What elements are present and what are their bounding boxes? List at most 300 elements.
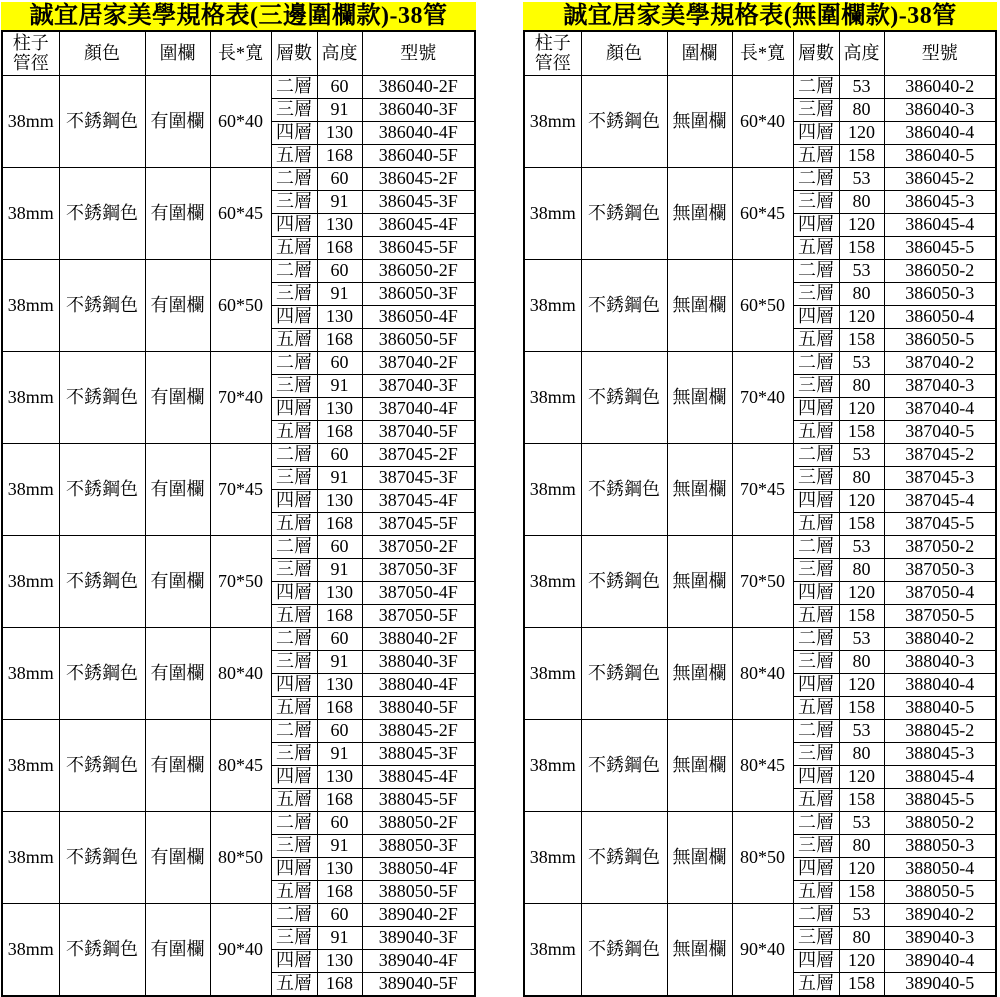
cell-model: 387040-3F <box>362 375 475 398</box>
cell-height: 158 <box>839 697 884 720</box>
cell-tier: 二層 <box>793 904 839 927</box>
cell-tier: 四層 <box>271 398 317 421</box>
cell-height: 60 <box>317 904 362 927</box>
cell-model: 388045-4F <box>362 766 475 789</box>
cell-tier: 三層 <box>793 99 839 122</box>
spec-table-unfenced <box>523 2 997 997</box>
cell-model: 386045-3F <box>362 191 475 214</box>
header-model: 型號 <box>884 31 996 76</box>
cell-height: 53 <box>839 720 884 743</box>
cell-fence: 有圍欄 <box>145 812 210 904</box>
cell-diameter: 38mm <box>2 444 59 536</box>
cell-fence: 有圍欄 <box>145 904 210 997</box>
table-row <box>2 904 475 927</box>
cell-model: 389040-5 <box>884 973 996 997</box>
cell-tier: 三層 <box>793 191 839 214</box>
cell-diameter: 38mm <box>2 260 59 352</box>
cell-model: 389040-2 <box>884 904 996 927</box>
cell-size: 70*45 <box>210 444 271 536</box>
cell-diameter: 38mm <box>2 904 59 997</box>
cell-height: 130 <box>317 674 362 697</box>
cell-model: 388045-3F <box>362 743 475 766</box>
cell-model: 386045-2 <box>884 168 996 191</box>
cell-diameter: 38mm <box>2 812 59 904</box>
cell-model: 387050-4 <box>884 582 996 605</box>
cell-size: 80*40 <box>732 628 793 720</box>
cell-height: 168 <box>317 421 362 444</box>
header-diameter: 柱子 管徑 <box>2 31 59 76</box>
header-color: 顏色 <box>581 31 667 76</box>
cell-color: 不銹鋼色 <box>59 76 145 168</box>
cell-height: 91 <box>317 835 362 858</box>
cell-fence: 無圍欄 <box>667 352 732 444</box>
header-size: 長*寬 <box>210 31 271 76</box>
cell-tier: 三層 <box>271 835 317 858</box>
cell-tier: 四層 <box>271 306 317 329</box>
cell-color: 不銹鋼色 <box>581 260 667 352</box>
cell-tier: 五層 <box>793 145 839 168</box>
cell-tier: 四層 <box>271 766 317 789</box>
cell-height: 120 <box>839 766 884 789</box>
cell-height: 168 <box>317 697 362 720</box>
header-diameter: 柱子 管徑 <box>524 31 581 76</box>
cell-height: 158 <box>839 513 884 536</box>
table-row <box>524 352 996 375</box>
cell-model: 388050-4 <box>884 858 996 881</box>
cell-tier: 三層 <box>271 191 317 214</box>
cell-color: 不銹鋼色 <box>581 628 667 720</box>
cell-color: 不銹鋼色 <box>59 444 145 536</box>
cell-height: 53 <box>839 352 884 375</box>
cell-tier: 五層 <box>271 145 317 168</box>
cell-height: 130 <box>317 858 362 881</box>
cell-model: 387040-4 <box>884 398 996 421</box>
cell-tier: 三層 <box>793 743 839 766</box>
header-tiers: 層數 <box>271 31 317 76</box>
cell-tier: 四層 <box>793 950 839 973</box>
cell-tier: 四層 <box>793 582 839 605</box>
cell-height: 80 <box>839 375 884 398</box>
cell-tier: 四層 <box>271 582 317 605</box>
cell-model: 387040-5F <box>362 421 475 444</box>
cell-diameter: 38mm <box>524 168 581 260</box>
cell-model: 387045-5F <box>362 513 475 536</box>
cell-fence: 無圍欄 <box>667 536 732 628</box>
cell-model: 387045-5 <box>884 513 996 536</box>
cell-height: 60 <box>317 812 362 835</box>
cell-fence: 無圍欄 <box>667 168 732 260</box>
cell-height: 168 <box>317 605 362 628</box>
cell-model: 387050-5F <box>362 605 475 628</box>
cell-size: 60*50 <box>732 260 793 352</box>
cell-diameter: 38mm <box>524 536 581 628</box>
cell-size: 80*40 <box>210 628 271 720</box>
cell-model: 386040-3F <box>362 99 475 122</box>
cell-model: 387050-4F <box>362 582 475 605</box>
cell-color: 不銹鋼色 <box>581 444 667 536</box>
cell-height: 168 <box>317 237 362 260</box>
cell-fence: 有圍欄 <box>145 720 210 812</box>
table-title-fenced: 誠宜居家美學規格表(三邊圍欄款)-38管 <box>1 2 476 30</box>
table-row <box>524 76 996 99</box>
cell-height: 130 <box>317 214 362 237</box>
cell-tier: 五層 <box>271 237 317 260</box>
cell-height: 130 <box>317 306 362 329</box>
table-row <box>524 168 996 191</box>
cell-model: 386040-5 <box>884 145 996 168</box>
cell-color: 不銹鋼色 <box>581 720 667 812</box>
header-row <box>524 31 996 76</box>
cell-color: 不銹鋼色 <box>59 536 145 628</box>
cell-height: 80 <box>839 467 884 490</box>
cell-model: 389040-3F <box>362 927 475 950</box>
cell-tier: 四層 <box>793 398 839 421</box>
cell-tier: 三層 <box>271 375 317 398</box>
cell-height: 120 <box>839 490 884 513</box>
cell-height: 53 <box>839 444 884 467</box>
cell-model: 388050-2F <box>362 812 475 835</box>
cell-height: 168 <box>317 881 362 904</box>
cell-color: 不銹鋼色 <box>59 352 145 444</box>
cell-size: 70*50 <box>732 536 793 628</box>
cell-height: 53 <box>839 76 884 99</box>
cell-height: 158 <box>839 881 884 904</box>
spec-grid-unfenced <box>523 30 997 997</box>
cell-height: 120 <box>839 214 884 237</box>
cell-height: 80 <box>839 927 884 950</box>
cell-fence: 有圍欄 <box>145 168 210 260</box>
cell-model: 388040-4 <box>884 674 996 697</box>
cell-model: 388050-3 <box>884 835 996 858</box>
table-row <box>2 76 475 99</box>
cell-fence: 無圍欄 <box>667 628 732 720</box>
header-row <box>2 31 475 76</box>
cell-height: 120 <box>839 674 884 697</box>
cell-fence: 無圍欄 <box>667 444 732 536</box>
cell-tier: 三層 <box>271 99 317 122</box>
cell-tier: 四層 <box>793 490 839 513</box>
cell-tier: 四層 <box>793 122 839 145</box>
cell-color: 不銹鋼色 <box>581 168 667 260</box>
cell-tier: 二層 <box>271 168 317 191</box>
cell-tier: 二層 <box>793 352 839 375</box>
cell-height: 91 <box>317 191 362 214</box>
cell-model: 387045-3 <box>884 467 996 490</box>
cell-height: 130 <box>317 950 362 973</box>
cell-model: 386050-2F <box>362 260 475 283</box>
cell-height: 168 <box>317 513 362 536</box>
cell-height: 91 <box>317 927 362 950</box>
table-title-unfenced: 誠宜居家美學規格表(無圍欄款)-38管 <box>523 2 997 30</box>
cell-size: 70*40 <box>732 352 793 444</box>
table-row <box>2 444 475 467</box>
cell-tier: 三層 <box>271 927 317 950</box>
header-height: 高度 <box>839 31 884 76</box>
cell-tier: 五層 <box>793 329 839 352</box>
cell-tier: 五層 <box>793 789 839 812</box>
cell-height: 60 <box>317 260 362 283</box>
cell-model: 386050-3F <box>362 283 475 306</box>
cell-model: 386045-3 <box>884 191 996 214</box>
cell-size: 60*45 <box>732 168 793 260</box>
cell-size: 80*45 <box>732 720 793 812</box>
cell-height: 60 <box>317 76 362 99</box>
cell-model: 388040-4F <box>362 674 475 697</box>
cell-model: 386045-4F <box>362 214 475 237</box>
cell-tier: 五層 <box>793 881 839 904</box>
cell-tier: 二層 <box>271 628 317 651</box>
cell-model: 387045-3F <box>362 467 475 490</box>
table-row <box>2 352 475 375</box>
table-row <box>524 628 996 651</box>
cell-tier: 二層 <box>271 352 317 375</box>
cell-model: 387045-4F <box>362 490 475 513</box>
cell-fence: 無圍欄 <box>667 904 732 997</box>
cell-model: 388040-3F <box>362 651 475 674</box>
cell-model: 387050-5 <box>884 605 996 628</box>
cell-height: 158 <box>839 237 884 260</box>
cell-height: 80 <box>839 99 884 122</box>
cell-model: 386050-4F <box>362 306 475 329</box>
cell-height: 53 <box>839 536 884 559</box>
cell-model: 387040-2 <box>884 352 996 375</box>
cell-diameter: 38mm <box>2 168 59 260</box>
cell-height: 91 <box>317 99 362 122</box>
cell-tier: 五層 <box>793 697 839 720</box>
cell-tier: 四層 <box>271 858 317 881</box>
cell-size: 80*50 <box>210 812 271 904</box>
header-fence: 圍欄 <box>667 31 732 76</box>
cell-height: 60 <box>317 628 362 651</box>
cell-fence: 有圍欄 <box>145 76 210 168</box>
cell-size: 90*40 <box>732 904 793 997</box>
cell-height: 80 <box>839 283 884 306</box>
cell-model: 388040-5 <box>884 697 996 720</box>
cell-height: 120 <box>839 122 884 145</box>
cell-color: 不銹鋼色 <box>59 812 145 904</box>
cell-height: 130 <box>317 490 362 513</box>
cell-diameter: 38mm <box>524 260 581 352</box>
cell-model: 386040-5F <box>362 145 475 168</box>
cell-model: 386040-2 <box>884 76 996 99</box>
cell-size: 80*45 <box>210 720 271 812</box>
cell-model: 389040-5F <box>362 973 475 997</box>
cell-size: 90*40 <box>210 904 271 997</box>
cell-tier: 五層 <box>271 973 317 997</box>
cell-model: 386040-4 <box>884 122 996 145</box>
cell-fence: 有圍欄 <box>145 628 210 720</box>
cell-tier: 四層 <box>271 214 317 237</box>
cell-height: 53 <box>839 904 884 927</box>
header-color: 顏色 <box>59 31 145 76</box>
cell-tier: 五層 <box>793 605 839 628</box>
cell-color: 不銹鋼色 <box>581 76 667 168</box>
cell-model: 388050-2 <box>884 812 996 835</box>
cell-tier: 二層 <box>793 628 839 651</box>
cell-tier: 四層 <box>271 950 317 973</box>
cell-model: 387040-5 <box>884 421 996 444</box>
cell-model: 388050-5F <box>362 881 475 904</box>
cell-model: 387040-3 <box>884 375 996 398</box>
cell-fence: 無圍欄 <box>667 76 732 168</box>
cell-height: 53 <box>839 628 884 651</box>
cell-height: 168 <box>317 145 362 168</box>
table-row <box>2 260 475 283</box>
header-height: 高度 <box>317 31 362 76</box>
cell-fence: 有圍欄 <box>145 536 210 628</box>
cell-tier: 四層 <box>793 766 839 789</box>
cell-fence: 無圍欄 <box>667 720 732 812</box>
cell-tier: 四層 <box>271 674 317 697</box>
cell-height: 91 <box>317 467 362 490</box>
cell-height: 168 <box>317 789 362 812</box>
cell-color: 不銹鋼色 <box>59 628 145 720</box>
cell-model: 388040-2F <box>362 628 475 651</box>
cell-model: 388045-2F <box>362 720 475 743</box>
cell-model: 388050-5 <box>884 881 996 904</box>
cell-height: 168 <box>317 973 362 997</box>
cell-height: 91 <box>317 651 362 674</box>
header-fence: 圍欄 <box>145 31 210 76</box>
cell-color: 不銹鋼色 <box>59 904 145 997</box>
cell-tier: 二層 <box>793 260 839 283</box>
cell-height: 120 <box>839 582 884 605</box>
cell-size: 70*40 <box>210 352 271 444</box>
cell-tier: 五層 <box>271 605 317 628</box>
cell-tier: 二層 <box>271 260 317 283</box>
cell-model: 387050-3F <box>362 559 475 582</box>
cell-diameter: 38mm <box>2 352 59 444</box>
cell-tier: 三層 <box>271 467 317 490</box>
spec-grid-fenced <box>1 30 476 997</box>
cell-tier: 二層 <box>271 720 317 743</box>
table-row <box>524 444 996 467</box>
cell-model: 386045-5 <box>884 237 996 260</box>
cell-model: 388045-5F <box>362 789 475 812</box>
cell-model: 387045-4 <box>884 490 996 513</box>
cell-height: 158 <box>839 421 884 444</box>
cell-tier: 三層 <box>793 467 839 490</box>
cell-diameter: 38mm <box>524 76 581 168</box>
cell-model: 386040-3 <box>884 99 996 122</box>
cell-tier: 三層 <box>271 743 317 766</box>
cell-diameter: 38mm <box>524 352 581 444</box>
cell-tier: 四層 <box>793 858 839 881</box>
cell-model: 386050-5 <box>884 329 996 352</box>
cell-model: 387050-3 <box>884 559 996 582</box>
cell-tier: 四層 <box>271 490 317 513</box>
cell-tier: 二層 <box>793 812 839 835</box>
cell-fence: 無圍欄 <box>667 260 732 352</box>
cell-tier: 二層 <box>271 76 317 99</box>
cell-height: 91 <box>317 283 362 306</box>
cell-tier: 五層 <box>793 973 839 997</box>
cell-tier: 四層 <box>793 674 839 697</box>
table-row <box>2 628 475 651</box>
table-row <box>524 260 996 283</box>
cell-color: 不銹鋼色 <box>59 168 145 260</box>
cell-height: 53 <box>839 168 884 191</box>
cell-model: 387045-2 <box>884 444 996 467</box>
cell-height: 60 <box>317 536 362 559</box>
table-row <box>2 812 475 835</box>
cell-height: 168 <box>317 329 362 352</box>
cell-diameter: 38mm <box>524 444 581 536</box>
cell-tier: 五層 <box>271 513 317 536</box>
cell-size: 60*50 <box>210 260 271 352</box>
cell-model: 386040-4F <box>362 122 475 145</box>
cell-model: 388040-5F <box>362 697 475 720</box>
cell-fence: 無圍欄 <box>667 812 732 904</box>
cell-height: 91 <box>317 375 362 398</box>
cell-height: 158 <box>839 973 884 997</box>
cell-model: 389040-2F <box>362 904 475 927</box>
cell-tier: 二層 <box>793 444 839 467</box>
cell-size: 80*50 <box>732 812 793 904</box>
cell-size: 60*40 <box>732 76 793 168</box>
cell-tier: 二層 <box>793 76 839 99</box>
cell-height: 91 <box>317 743 362 766</box>
table-row <box>2 168 475 191</box>
header-model: 型號 <box>362 31 475 76</box>
cell-height: 120 <box>839 398 884 421</box>
cell-height: 60 <box>317 444 362 467</box>
cell-model: 386050-2 <box>884 260 996 283</box>
cell-tier: 五層 <box>271 789 317 812</box>
cell-diameter: 38mm <box>524 904 581 997</box>
cell-diameter: 38mm <box>2 720 59 812</box>
cell-height: 120 <box>839 306 884 329</box>
cell-color: 不銹鋼色 <box>59 720 145 812</box>
cell-tier: 四層 <box>793 306 839 329</box>
cell-tier: 五層 <box>271 881 317 904</box>
table-row <box>524 536 996 559</box>
cell-diameter: 38mm <box>524 720 581 812</box>
cell-model: 389040-4F <box>362 950 475 973</box>
cell-height: 158 <box>839 329 884 352</box>
cell-size: 60*45 <box>210 168 271 260</box>
cell-tier: 五層 <box>271 329 317 352</box>
cell-tier: 二層 <box>793 536 839 559</box>
cell-model: 386050-4 <box>884 306 996 329</box>
cell-fence: 有圍欄 <box>145 352 210 444</box>
cell-height: 130 <box>317 582 362 605</box>
cell-height: 60 <box>317 168 362 191</box>
cell-height: 80 <box>839 743 884 766</box>
cell-tier: 二層 <box>271 904 317 927</box>
cell-model: 386045-5F <box>362 237 475 260</box>
cell-height: 158 <box>839 605 884 628</box>
cell-tier: 三層 <box>793 283 839 306</box>
cell-tier: 三層 <box>271 651 317 674</box>
cell-size: 70*50 <box>210 536 271 628</box>
cell-size: 70*45 <box>732 444 793 536</box>
cell-tier: 五層 <box>271 421 317 444</box>
cell-model: 386050-3 <box>884 283 996 306</box>
header-tiers: 層數 <box>793 31 839 76</box>
cell-model: 388040-2 <box>884 628 996 651</box>
cell-model: 389040-3 <box>884 927 996 950</box>
table-row <box>524 720 996 743</box>
cell-height: 158 <box>839 145 884 168</box>
cell-height: 80 <box>839 191 884 214</box>
cell-height: 60 <box>317 720 362 743</box>
cell-model: 389040-4 <box>884 950 996 973</box>
cell-model: 386045-2F <box>362 168 475 191</box>
cell-tier: 二層 <box>271 444 317 467</box>
cell-height: 60 <box>317 352 362 375</box>
cell-tier: 五層 <box>271 697 317 720</box>
